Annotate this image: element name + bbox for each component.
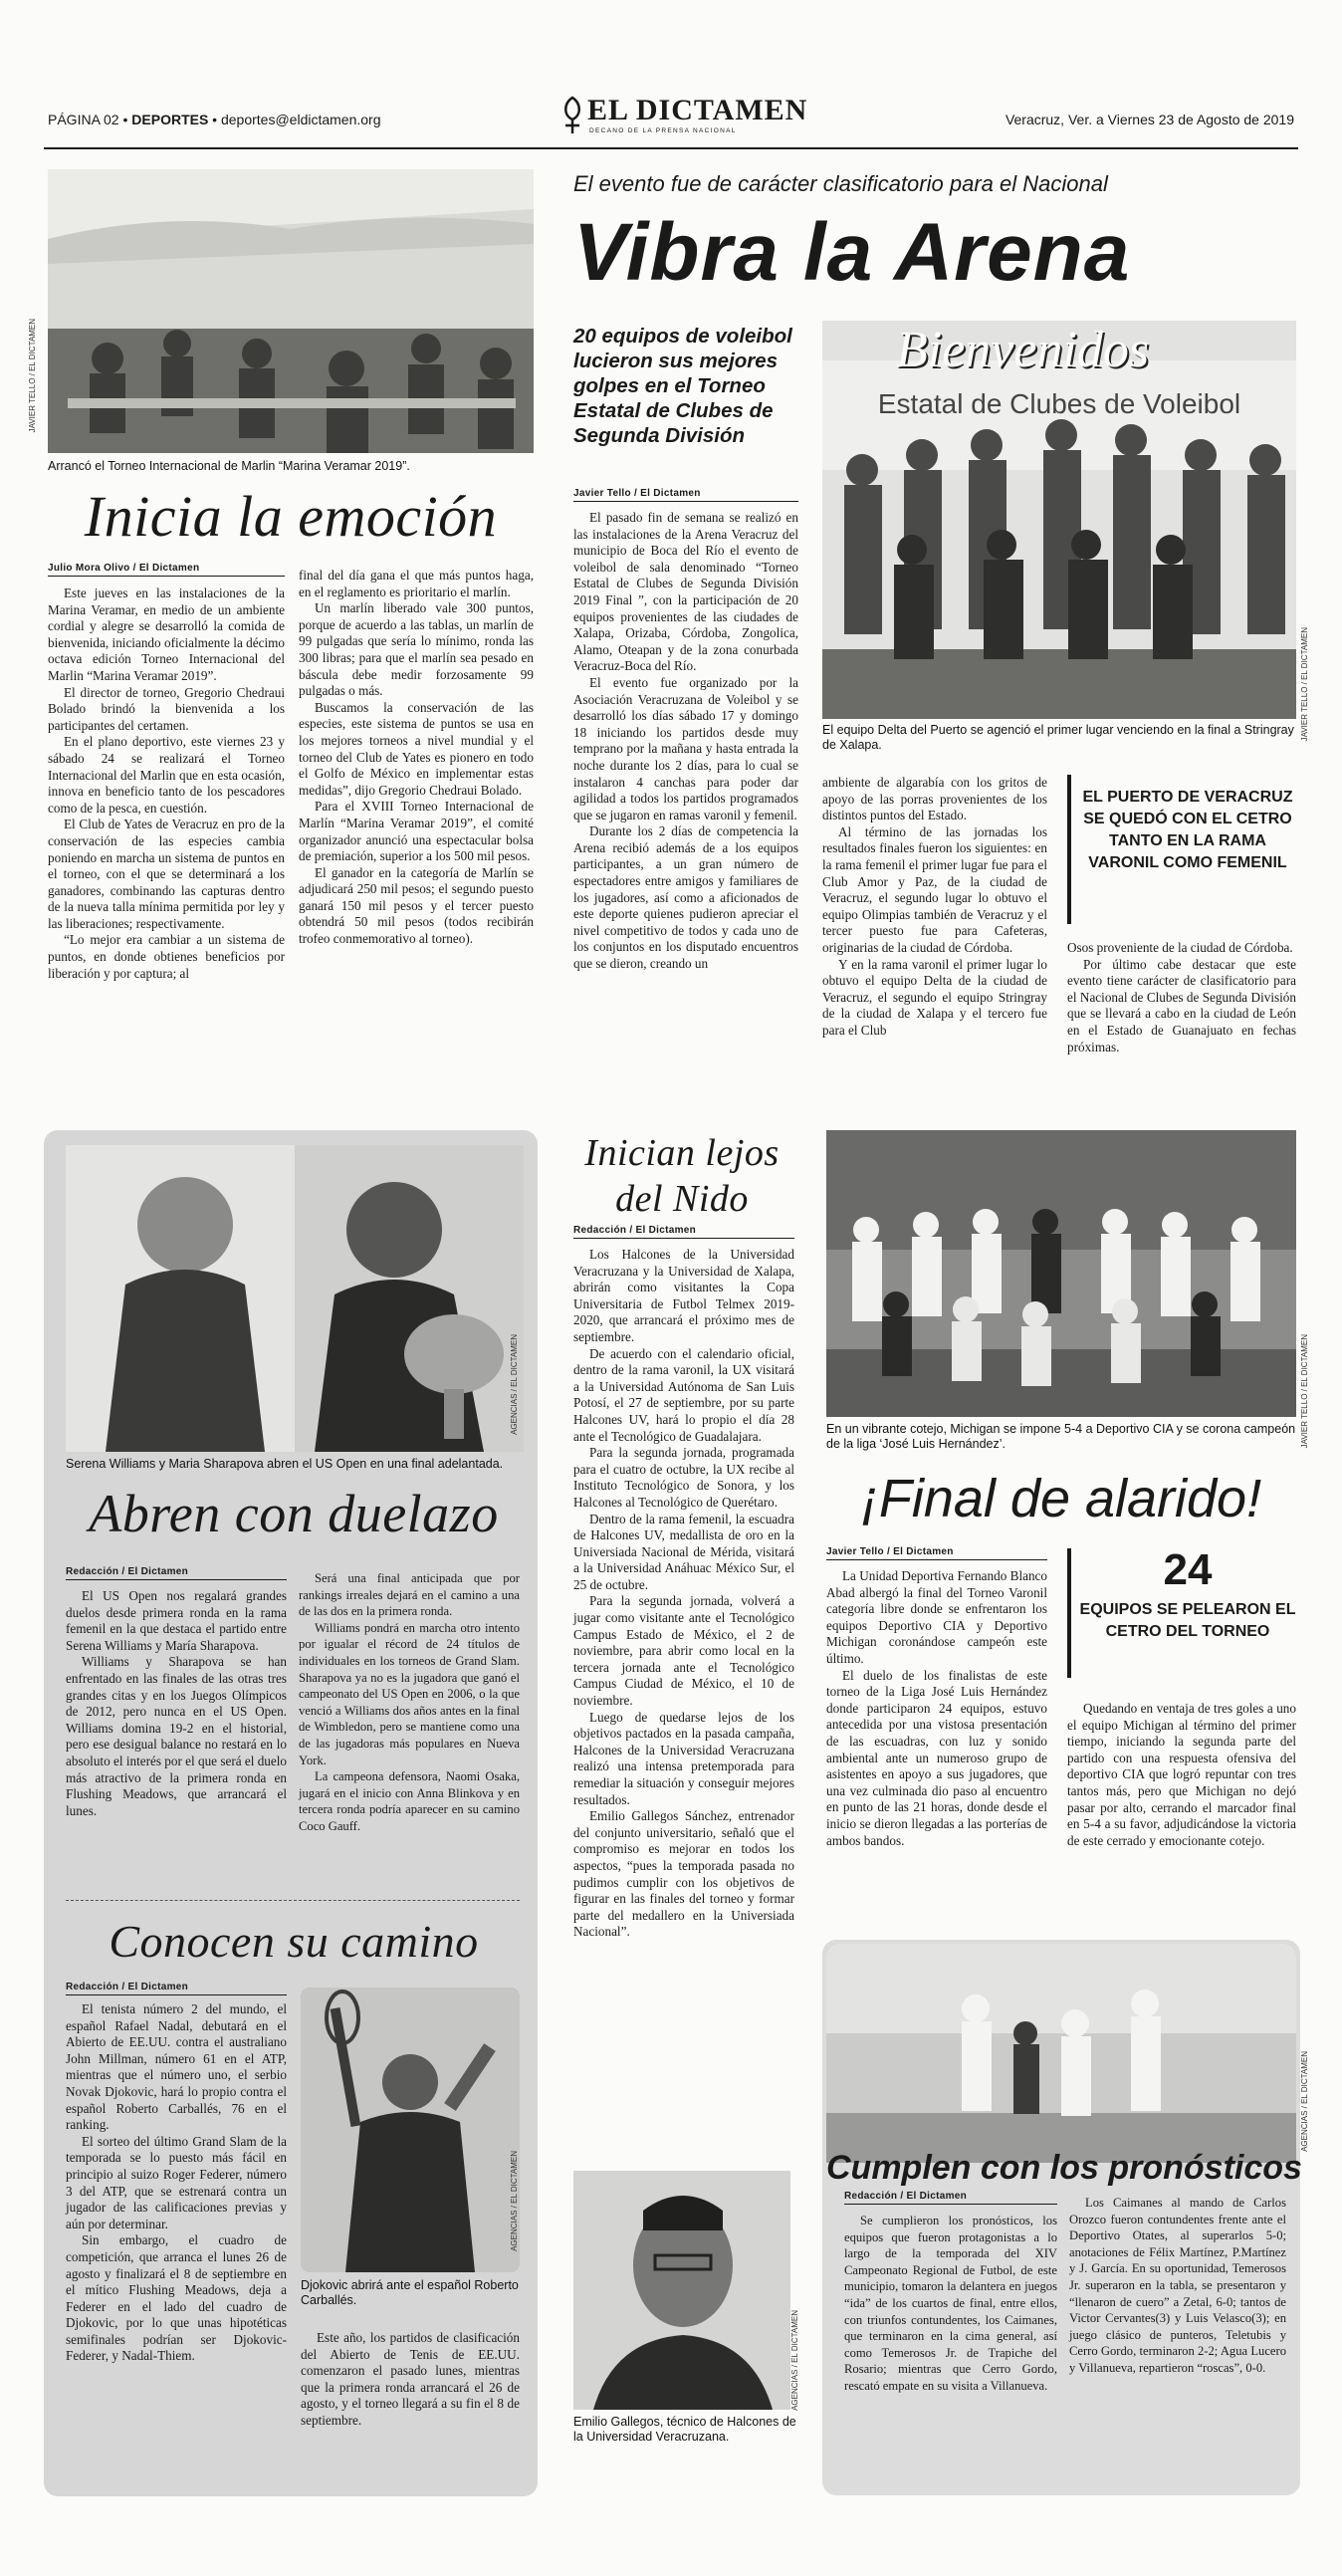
marlin-col-1	[48, 585, 285, 982]
header-rule	[44, 147, 1298, 149]
paragraph: Dentro de la rama femenil, la escuadra de Halcones UV, medallista de oro en la Universiada Nacional de Mérida, visitará a la Universidad Anáhuac México Sur, el 25 de octubre.	[573, 1511, 794, 1592]
tennis-photo-credit: AGENCIAS / EL DICTAMEN	[510, 1334, 519, 1435]
volley-team-photo	[822, 321, 1296, 719]
paragraph: Buscamos la conservación de las especies, este sistema de puntos se usa en los mejores torneos a nivel mundial y el torneo del Club de Yates es pionero en todo el Golfo de México en implementar estas medidas”, dijo Gregorio Chedraui Bolado.	[299, 699, 534, 798]
tennis-headline: Abren con duelazo	[89, 1484, 499, 1543]
paragraph: El Club de Yates de Veracruz en pro de la conservación de las especies cambia poniendo en marcha un sistema de puntos en el torneo, con el que se determinará a los ganadores, combinando las capturas dentro de la nueva talla mínima permitida por ley y las liberaciones; respectivamente.	[48, 817, 285, 931]
volley-byline: Javier Tello / El Dictamen	[573, 488, 798, 502]
halcones-byline: Redacción / El Dictamen	[573, 1225, 794, 1239]
caimanes-headline: Cumplen con los pronósticos	[826, 2149, 1302, 2187]
masthead-emblem-icon	[559, 96, 585, 135]
marlin-byline: Julio Mora Olivo / El Dictamen	[48, 563, 285, 577]
paragraph: El sorteo del último Grand Slam de la temporada se lo puesto más fácil en principio al suizo Roger Federer, número 3 del ATP, que se estrenará contra un jugador de las calificaciones previas y aún por determinar.	[66, 2133, 287, 2231]
paragraph: Los Caimanes al mando de Carlos Orozco fueron contundentes frente ante el Deportivo Otates, al superarlos 5-0; anotaciones de Félix Martínez, P.Martínez y J. García. En su oportunidad, Temerosos Jr. superaron en la tabla, se presentaron y “llenaron de cuero” a Zetal, 6-0; tantos de Victor Cervantes(3) y Luis Velasco(3); en juego clásico de punteros, Teletubis y Cerro Gordo, terminaron 2-2; Agua Lucero y Villanueva, repartieron “roscas”, 0-0.	[1069, 2196, 1286, 2375]
final-col-1	[826, 1568, 1047, 1849]
volley-caption: El equipo Delta del Puerto se agenció el primer lugar venciendo en la final a Stringray de Xalapa.	[822, 723, 1294, 752]
paragraph: El evento fue organizado por la Asociación Veracruzana de Voleibol y se desarrolló los días sábado 17 y domingo 18 iniciando los partidos desde muy temprano por la mañana y hasta entrada la noche durante los 2 días, para lo cual se instalaron 4 canchas para poder dar agilidad a todos los partidos programados que se jugaron en ramas varonil y femenil.	[573, 674, 798, 822]
paragraph: De acuerdo con el calendario oficial, dentro de la rama varonil, la UX visitará a la Universidad Autónoma de San Luis Potosí, el 27 de septiembre, por su parte Halcones UV, hará lo propio el día 28 ante el Tecnológico de Guadalajara.	[573, 1345, 794, 1444]
paragraph: Los Halcones de la Universidad Veracruzana y la Universidad de Xalapa, abrirán como visitantes la Copa Universitaria de Futbol Telmex 2019-2020, que arrancará el próximo mes de septiembre.	[573, 1247, 794, 1344]
tennis-divider	[66, 1900, 520, 1901]
paragraph: Emilio Gallegos Sánchez, entrenador del conjunto universitario, señaló que el compromiso es mejorar en todos los aspectos, “pues la temporada pasada no pudimos cumplir con los objetivos de figurar en las finales del torneo y formar parte del medallero en la Universiada Nacional”.	[573, 1808, 794, 1940]
marlin-col-2	[299, 568, 534, 948]
halcones-headline-line-2: del Nido	[615, 1178, 749, 1220]
paragraph: Durante los 2 días de competencia la Arena recibió además de a los equipos participantes, a un gran número de espectadores entre amigos y familiares de los jugadores, así como a aficionados de este deporte quienes pudieron apreciar el nivel competitivo de todos y cada uno de los conjuntos en los disputado encuentros que se dieron, creando un	[573, 823, 798, 972]
paragraph: El pasado fin de semana se realizó en las instalaciones de la Arena Veracruz del municipio de Boca del Río el evento de voleibol de sala denominado “Torneo Estatal de Clubes de Segunda División 2019 Final ”, con la participación de 20 equipos provenientes de las ciudades de Xalapa, Orizaba, Córdoba, Zongolica, Alamo, Oteapan y de la zona conurbada Veracruz-Boca del Río.	[573, 510, 798, 674]
volley-deck: 20 equipos de voleibol lucieron sus mejores golpes en el Torneo Estatal de Clubes de Segunda División	[573, 325, 792, 447]
masthead-tagline: DECANO DE LA PRENSA NACIONAL	[589, 127, 737, 134]
caimanes-col-1	[844, 2213, 1057, 2395]
page-folio: PÁGINA 02 • DEPORTES • deportes@eldictamen.org	[48, 112, 381, 127]
paragraph: El ganador en la categoría de Marlín se adjudicará 250 mil pesos; el segundo puesto ganará 150 mil pesos y el tercer puesto obtendrá 50 mil pesos (todos recibirán trofeo conmemorativo al torneo).	[299, 864, 534, 947]
paragraph: ambiente de algarabía con los gritos de apoyo de las porras provenientes de los distintos puntos del Estado.	[822, 775, 1047, 823]
paragraph: Quedando en ventaja de tres goles a uno el equipo Michigan al término del primer tiempo, iniciando la segunda parte del partido con una respuesta ofensiva del deportivo CIA que logró repuntar con tres tantos más, pero que Michigan no dejó pasar por alto, cerrando el marcador final en 5-4 a su favor, adjudicándose la victoria de este cerrado y emocionante cotejo.	[1067, 1701, 1296, 1848]
tennis-photo-williams-sharapova	[66, 1145, 524, 1452]
paragraph: Osos proveniente de la ciudad de Córdoba.	[1067, 940, 1293, 955]
volley-photo-credit: JAVIER TELLO / EL DICTAMEN	[1300, 627, 1309, 742]
coach-photo-credit: AGENCIAS / EL DICTAMEN	[790, 2310, 799, 2411]
volley-kicker: El evento fue de carácter clasificatorio para el Nacional	[573, 171, 1108, 196]
paragraph: Un marlín liberado vale 300 puntos, porque de acuerdo a las tablas, un marlín de 99 pulgadas que sería lo mínimo, ronda las 300 libras; para que el marlín sea pesado en báscula debe medir forzosamente 99 pulgadas o más.	[299, 600, 534, 699]
paragraph: Por último cabe destacar que este evento tiene carácter de clasificatorio para el Nacional de Clubes de Segunda División que se llevará a cabo en la ciudad de León en el Estado de Guanajuato en fechas próximas.	[1067, 956, 1296, 1054]
stat-box-bar	[1067, 1548, 1071, 1678]
paragraph: Luego de quedarse lejos de los objetivos pactados en la pasada campaña, Halcones de la Universidad Veracruzana realizó una intensa pretemporada para remediar la situación y conseguir mejores resultados.	[573, 1709, 794, 1807]
tennis-col-1	[66, 1588, 287, 1819]
djokovic-photo-credit: AGENCIAS / EL DICTAMEN	[510, 2151, 519, 2251]
caimanes-byline: Redacción / El Dictamen	[844, 2191, 1057, 2205]
halcones-col	[573, 1247, 794, 1941]
volley-banner-welcome: Bienvenidos	[896, 322, 1150, 378]
volley-headline: Vibra la Arena	[573, 207, 1131, 298]
nadal-col-2	[301, 2330, 520, 2430]
paragraph: El director de torneo, Gregorio Chedraui Bolado brindó la bienvenida a los participantes del certamen.	[48, 684, 285, 733]
final-headline: ¡Final de alarido!	[860, 1469, 1262, 1528]
final-col-2	[1067, 1701, 1296, 1849]
djokovic-caption: Djokovic abrirá ante el español Roberto Carballés.	[301, 2278, 519, 2307]
tennis-col-2	[299, 1570, 520, 1835]
paragraph: Y en la rama varonil el primer lugar lo obtuvo el equipo Delta de la ciudad de Veracruz, el segundo el equipo Stringray de la ciudad de Xalapa y el tercero fue para el Club	[822, 956, 1047, 1038]
paragraph: El duelo de los finalistas de este torneo de la Liga José Luis Hernández donde participaron 24 equipos, estuvo antecedida por una vistosa presentación de las escuadras, con luz y sonido ambiental ante un numeroso grupo de asistentes en apoyo a sus jugadores, que una vez culminada dio paso al encuentro en punto de las 21 horas, donde desde el inicio se dieron llegadas a las porterías de ambos bandos.	[826, 1667, 1047, 1848]
soccer-photo-credit: JAVIER TELLO / EL DICTAMEN	[1300, 1334, 1309, 1449]
paragraph: final del día gana el que más puntos haga, en el reglamento es prioritario el marlín.	[299, 568, 534, 599]
paragraph: Al término de las jornadas los resultados finales fueron los siguientes: en la rama femenil el primer lugar fue para el Club Amor y Paz, de la ciudad de Veracruz, el segundo lugar lo obtuvo el equipo Olimpias también de Veracruz y el tercer puesto fue para Cafeteras, originarias de la ciudad de Córdoba.	[822, 823, 1047, 955]
paragraph: La Unidad Deportiva Fernando Blanco Abad albergó la final del Torneo Varonil categoría libre donde se enfrentaron los equipos Deportivo CIA y Deportivo Michigan coronándose campeón este último.	[826, 1568, 1047, 1666]
page-number: PÁGINA 02	[48, 112, 119, 127]
caimanes-photo-credit: AGENCIAS / EL DICTAMEN	[1300, 2051, 1309, 2152]
paragraph: El US Open nos regalará grandes duelos desde primera ronda en la rama femenil en la que destaca el partido entre Serena Williams y María Sharapova.	[66, 1588, 287, 1653]
nadal-headline: Conocen su camino	[109, 1916, 479, 1967]
volley-col-2	[822, 775, 1047, 1040]
marlin-headline: Inicia la emoción	[84, 484, 498, 549]
caimanes-photo	[826, 1944, 1296, 2163]
stat-number: 24	[1163, 1545, 1213, 1594]
paragraph: Para el XVIII Torneo Internacional de Marlín “Marina Veramar 2019”, el comité organizador anunció una espectacular bolsa de premiación, superior a los 500 mil pesos.	[299, 799, 534, 864]
paragraph: La campeona defensora, Naomi Osaka, jugará en el inicio con Anna Blinkova y en tercera ronda podría aparecer en su camino Coco Gauff.	[299, 1769, 520, 1833]
marlin-caption: Arrancó el Torneo Internacional de Marlin “Marina Veramar 2019”.	[48, 459, 410, 473]
caimanes-col-2	[1069, 2195, 1286, 2377]
volley-banner-event: Estatal de Clubes de Voleibol	[877, 388, 1241, 419]
final-byline: Javier Tello / El Dictamen	[826, 1546, 1047, 1560]
paragraph: Será una final anticipada que por rankings irreales dejará en el camino a una de las dos en la primera ronda.	[299, 1571, 520, 1619]
paragraph: “Lo mejor era cambiar a un sistema de puntos, en donde obtienes beneficios por liberación y por captura; al	[48, 932, 285, 981]
volley-col-1	[573, 510, 798, 973]
masthead-title: EL DICTAMEN	[587, 94, 808, 126]
paragraph: Williams y Sharapova se han enfrentado en las finales de las otras tres grandes citas y en los Juegos Olímpicos de 2012, pero nunca en el US Open. Williams domina 19-2 en el historial, pero ese desigual balance no restará en lo absoluto el interés por el que será el duelo más atractivo de la primera ronda en Flushing Meadows, que arrancará el lunes.	[66, 1654, 287, 1818]
soccer-team-photo	[826, 1130, 1296, 1417]
paragraph: Este año, los partidos de clasificación del Abierto de Tenis de EE.UU. comenzaron el pasado lunes, mientras que la primera ronda arrancará el 26 de agosto, y el torneo llegará a su fin el 8 de septiembre.	[301, 2330, 520, 2428]
paragraph: Se cumplieron los pronósticos, los equipos que fueron protagonistas a lo largo de la temporada del XIV Campeonato Regional de Futbol, de este municipio, tomaron la delantera en juegos “ida” de los cuartos de final, entre ellos, con triunfos contundentes, los Caimanes, que terminaron en la cima general, así como Temerosos Jr. de Trapiche del Rosario; mientras que Cerro Gordo, rescató empate en su visita a Villanueva.	[844, 2214, 1057, 2393]
masthead	[559, 94, 808, 139]
coach-caption: Emilio Gallegos, técnico de Halcones de la Universidad Veracruzana.	[573, 2415, 796, 2444]
paragraph: Para la segunda jornada, programada para el cuatro de octubre, la UX recibe al Instituto Tecnológico de Sonora, y los Halcones al Tecnológico de Querétaro.	[573, 1445, 794, 1510]
coach-photo	[573, 2171, 790, 2410]
marlin-photo-credit: JAVIER TELLO / EL DICTAMEN	[28, 319, 37, 433]
dateline: Veracruz, Ver. a Viernes 23 de Agosto de 2019	[1005, 112, 1294, 127]
nadal-byline: Redacción / El Dictamen	[66, 1982, 287, 1995]
section-name: DEPORTES	[131, 112, 209, 127]
paragraph: En el plano deportivo, este viernes 23 y sábado 24 se realizará el Torneo Internacional del Marlin que en esta ocasión, innova en beneficio tanto de los pescadores como de la pesca, en cuestión.	[48, 734, 285, 816]
paragraph: Williams pondrá en marcha otro intento por igualar el récord de 24 títulos de individuales en los torneos de Grand Slam. Sharapova ya no es la jugadora que ganó el campeonato del US Open en 2006, o la que venció a Williams dos años antes en la final de Wimbledon, pero se mantiene como una de las jugadoras más populares en Nueva York.	[299, 1620, 520, 1767]
pull-quote-bar	[1067, 775, 1071, 924]
paragraph: Este jueves en las instalaciones de la Marina Veramar, en medio de un ambiente cordial y alegre se desarrolló la comida de bienvenida, iniciando oficialmente la décimo octava edición Torneo Internacional del Marlin “Marina Veramar 2019”.	[48, 585, 285, 683]
tennis-caption: Serena Williams y Maria Sharapova abren el US Open en una final adelantada.	[66, 1457, 504, 1471]
marlin-photo	[48, 169, 534, 453]
soccer-caption: En un vibrante cotejo, Michigan se impone 5-4 a Deportivo CIA y se corona campeón de la liga ‘José Luis Hernández’.	[826, 1422, 1296, 1451]
halcones-headline	[569, 1130, 794, 1222]
paragraph: El tenista número 2 del mundo, el español Rafael Nadal, debutará en el Abierto de EE.UU. contra el australiano John Millman, número 61 en el ATP, mientras que el número uno, el serbio Novak Djokovic, hará lo propio contra el español Roberto Carballés, 76 en el ranking.	[66, 2001, 287, 2133]
volley-col-3	[1067, 940, 1296, 1055]
djokovic-photo	[301, 1988, 520, 2272]
halcones-headline-line-1: Inician lejos	[584, 1132, 780, 1174]
paragraph: Sin embargo, el cuadro de competición, que arranca el lunes 26 de agosto y finalizará el 8 de septiembre en el mítico Flushing Meadows, deja a Federer en el lado del cuadro de Djokovic, por lo que unas hipotéticas semifinales podrían ser Djokovic-Federer, y Nadal-Thiem.	[66, 2232, 287, 2364]
paragraph: Para la segunda jornada, volverá a jugar como visitante ante el Tecnológico Campus Estado de México, el 2 de noviembre, para abrir como local en la tercera jornada ante el Tecnológico Campus Ciudad de México, el 10 de noviembre.	[573, 1593, 794, 1709]
stat-text: EQUIPOS SE PELEARON EL CETRO DEL TORNEO	[1079, 1601, 1296, 1640]
nadal-col-1	[66, 2001, 287, 2365]
volley-pull-quote: EL PUERTO DE VERACRUZ SE QUEDÓ CON EL CETRO TANTO EN LA RAMA VARONIL COMO FEMENIL	[1082, 789, 1293, 871]
section-email[interactable]: deportes@eldictamen.org	[220, 112, 381, 127]
tennis-byline: Redacción / El Dictamen	[66, 1566, 287, 1580]
